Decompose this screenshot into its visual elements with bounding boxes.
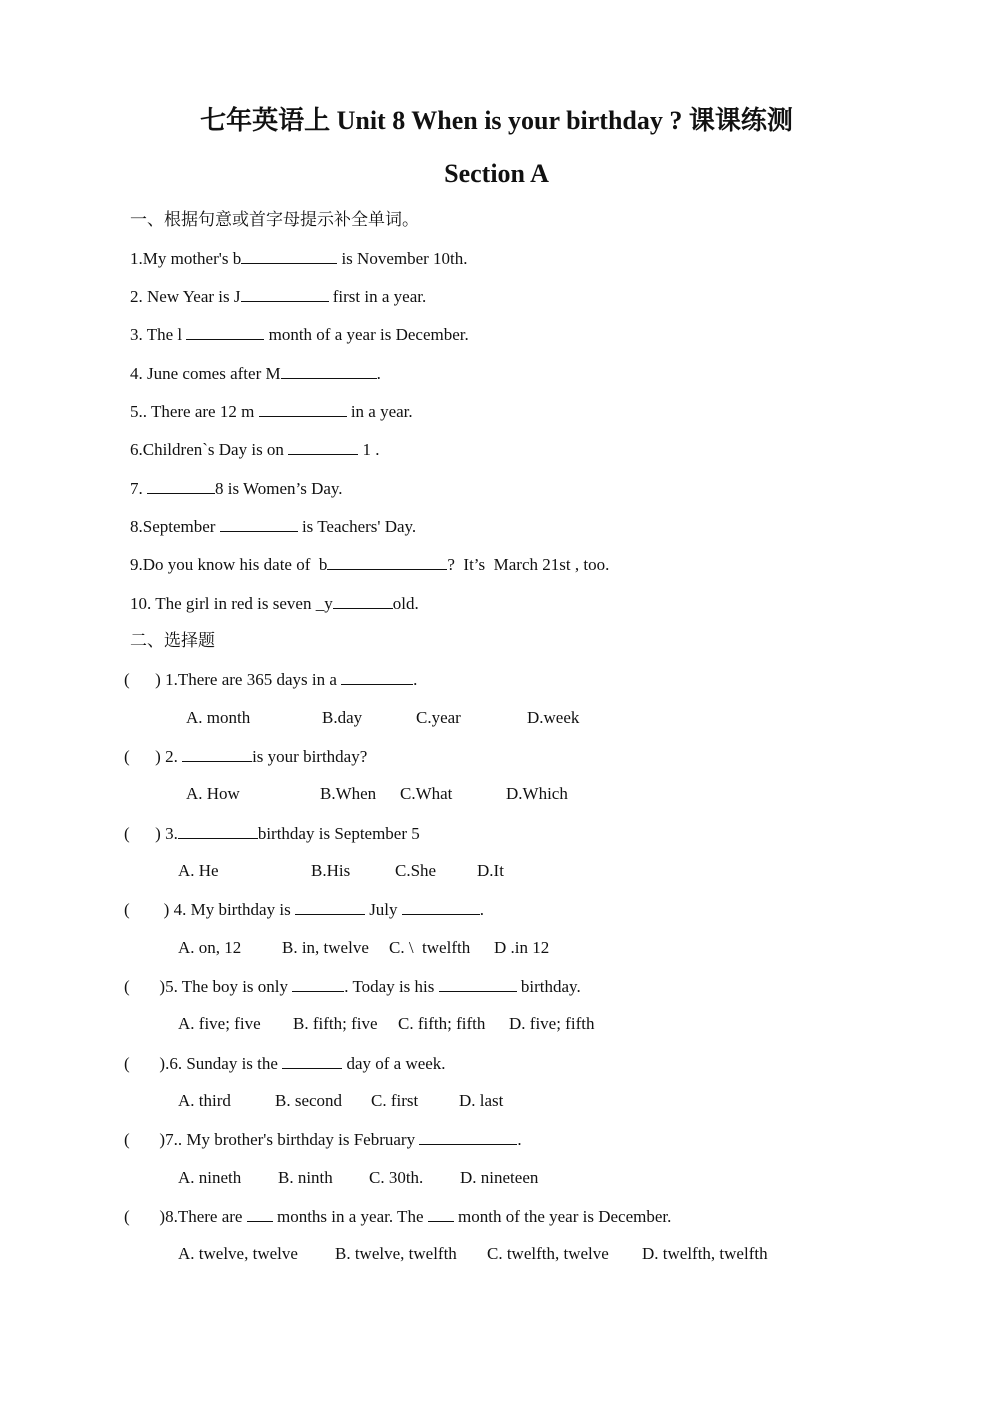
answer-bracket[interactable]: ( ) bbox=[124, 1207, 166, 1226]
page-title: 七年英语上 Unit 8 When is your birthday ? 课课练测 bbox=[200, 106, 793, 135]
option-c[interactable]: C.year bbox=[416, 708, 461, 727]
blank bbox=[178, 821, 258, 839]
section-title: Section A bbox=[444, 159, 549, 188]
option-a[interactable]: A. five; five bbox=[178, 1014, 261, 1033]
question-8: ( )8.There are months in a year. The month of the year is December. bbox=[124, 1204, 671, 1229]
option-c[interactable]: C. first bbox=[371, 1091, 419, 1110]
blank[interactable] bbox=[241, 246, 337, 264]
blank[interactable] bbox=[333, 591, 393, 609]
blank bbox=[428, 1204, 454, 1222]
answer-bracket[interactable]: ( ) bbox=[124, 824, 161, 843]
blank bbox=[402, 897, 480, 915]
option-b[interactable]: B.When bbox=[320, 784, 377, 803]
option-d[interactable]: D. twelfth, twelfth bbox=[642, 1244, 768, 1263]
fill-item-6: 6.Children`s Day is on 1 . bbox=[130, 437, 379, 462]
option-d[interactable]: D. five; fifth bbox=[509, 1014, 595, 1033]
fill-item-2: 2. New Year is J first in a year. bbox=[130, 284, 426, 309]
blank bbox=[282, 1051, 342, 1069]
option-c[interactable]: C. fifth; fifth bbox=[398, 1014, 486, 1033]
blank bbox=[247, 1204, 273, 1222]
fill-item-5: 5.. There are 12 m in a year. bbox=[130, 399, 413, 424]
option-a[interactable]: A. on, 12 bbox=[178, 938, 242, 957]
fill-item-4: 4. June comes after M . bbox=[130, 361, 381, 386]
option-c[interactable]: C. \ twelfth bbox=[389, 938, 471, 957]
option-c[interactable]: C. twelfth, twelve bbox=[487, 1244, 609, 1263]
blank[interactable] bbox=[186, 322, 264, 340]
blank bbox=[439, 974, 517, 992]
question-2: ( ) 2. is your birthday? bbox=[124, 744, 367, 769]
option-b[interactable]: B.day bbox=[322, 708, 363, 727]
option-a[interactable]: A. He bbox=[178, 861, 219, 880]
part1-heading: 一、根据句意或首字母提示补全单词。 bbox=[130, 210, 419, 229]
fill-item-9: 9.Do you know his date of b ? It’s March 21st , too. bbox=[130, 552, 609, 577]
option-b[interactable]: B.His bbox=[311, 861, 351, 880]
option-a[interactable]: A. How bbox=[186, 784, 240, 803]
option-b[interactable]: B. fifth; five bbox=[293, 1014, 378, 1033]
question-1: ( ) 1.There are 365 days in a . bbox=[124, 667, 417, 692]
answer-bracket[interactable]: ( ) bbox=[124, 900, 170, 919]
option-d[interactable]: D.Which bbox=[506, 784, 568, 803]
blank[interactable] bbox=[288, 437, 358, 455]
blank[interactable] bbox=[327, 552, 447, 570]
question-6: ( ).6. Sunday is the day of a week. bbox=[124, 1051, 446, 1076]
option-c[interactable]: C.What bbox=[400, 784, 453, 803]
blank[interactable] bbox=[220, 514, 298, 532]
option-a[interactable]: A. third bbox=[178, 1091, 231, 1110]
option-c[interactable]: C. 30th. bbox=[369, 1168, 424, 1187]
option-d[interactable]: D. last bbox=[459, 1091, 504, 1110]
blank bbox=[182, 744, 252, 762]
blank[interactable] bbox=[281, 361, 377, 379]
question-5: ( )5. The boy is only . Today is his birthday. bbox=[124, 974, 581, 999]
option-a[interactable]: A. nineth bbox=[178, 1168, 242, 1187]
fill-item-3: 3. The l month of a year is December. bbox=[130, 322, 469, 347]
blank bbox=[419, 1127, 517, 1145]
question-3: ( ) 3. birthday is September 5 bbox=[124, 821, 420, 846]
fill-item-1: 1.My mother's b is November 10th. bbox=[130, 246, 468, 271]
option-b[interactable]: B. in, twelve bbox=[282, 938, 369, 957]
blank[interactable] bbox=[147, 476, 215, 494]
answer-bracket[interactable]: ( ) bbox=[124, 1054, 166, 1073]
blank bbox=[295, 897, 365, 915]
answer-bracket[interactable]: ( ) bbox=[124, 747, 161, 766]
option-b[interactable]: B. twelve, twelfth bbox=[335, 1244, 457, 1263]
answer-bracket[interactable]: ( ) bbox=[124, 670, 161, 689]
option-d[interactable]: D.It bbox=[477, 861, 504, 880]
option-d[interactable]: D .in 12 bbox=[494, 938, 550, 957]
answer-bracket[interactable]: ( ) bbox=[124, 1130, 166, 1149]
option-d[interactable]: D. nineteen bbox=[460, 1168, 539, 1187]
blank bbox=[292, 974, 344, 992]
option-b[interactable]: B. second bbox=[275, 1091, 343, 1110]
option-c[interactable]: C.She bbox=[395, 861, 437, 880]
option-a[interactable]: A. month bbox=[186, 708, 251, 727]
option-b[interactable]: B. ninth bbox=[278, 1168, 333, 1187]
option-a[interactable]: A. twelve, twelve bbox=[178, 1244, 298, 1263]
option-d[interactable]: D.week bbox=[527, 708, 580, 727]
fill-item-10: 10. The girl in red is seven _y old. bbox=[130, 591, 419, 616]
blank[interactable] bbox=[241, 284, 329, 302]
part2-heading: 二、选择题 bbox=[130, 631, 215, 650]
fill-item-7: 7. 8 is Women’s Day. bbox=[130, 476, 343, 501]
question-7: ( )7.. My brother's birthday is February . bbox=[124, 1127, 522, 1152]
blank[interactable] bbox=[259, 399, 347, 417]
fill-item-8: 8.September is Teachers' Day. bbox=[130, 514, 416, 539]
blank bbox=[341, 667, 413, 685]
answer-bracket[interactable]: ( ) bbox=[124, 977, 166, 996]
question-4: ( ) 4. My birthday is July . bbox=[124, 897, 484, 922]
